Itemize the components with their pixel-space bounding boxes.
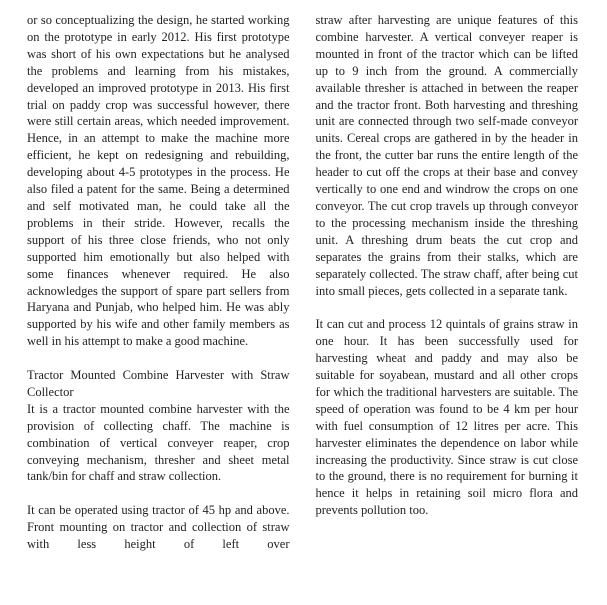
paragraph-inventor-story: or so conceptualizing the design, he started working on the prototype in early 2012. His first prototype was short of his own expectations but he analysed the problems and learning from his mistakes, developed an improved prototype in 2013. His first trial on paddy crop was successful however, there were still certain areas, which needed improvement. Hence, in an attempt to make the machine more efficient, he kept on redesigning and rebuilding, developing about 4-5 prototypes in the process. He also filed a patent for the same. Being a determined and self motivated man, he could take all the problems in their stride. However, recalls the support of his three close friends, who not only supported him emotionally but also helped with some finances whenever required. He also acknowledges the support of spare part sellers from Haryana and Punjab, who helped him. He was ably supported by his wife and other family members as well in his attempt to make a good machine. [27,13,290,349]
text-column-left [27,12,290,605]
paragraph-performance: It can cut and process 12 quintals of grains straw in one hour. It has been successfully used for harvesting wheat and paddy and may also be suitable for soyabean, mustard and all other crops for which the traditional harvesters are suitable. The speed of operation was found to be 4 km per hour with fuel consumption of 12 litres per acre. This harvester eliminates the dependence on labor while increasing the productivity. Since straw is cut close to the ground, there is no requirement for burning it hence it helps in retaining soil micro flora and prevents pollution too. [315,317,578,518]
paragraph-machine-description: It is a tractor mounted combine harvester with the provision of collecting chaff. The machine is combination of vertical conveyer reaper, crop conveying mechanism, thresher and sheet metal tank/bin for chaff and straw collection. [27,401,290,484]
paragraph-operation-start: It can be operated using tractor of 45 hp and above. Front mounting on tractor and collection of straw with less height of left over [27,503,290,552]
section-heading: Tractor Mounted Combine Harvester with Straw Collector [27,368,290,399]
text-column-right [316,12,579,605]
paragraph-operation-continued: straw after harvesting are unique features of this combine harvester. A vertical conveyer reaper is mounted in front of the tractor which can be lifted up to 9 inch from the ground. A commercially available thresher is attached in between the reaper and the tractor front. Both harvesting and threshing unit are connected through two self-made conveyor units. Cereal crops are gathered in by the header in the front, the cutter bar runs the entire length of the header to cut off the crops at their base and convey vertically to one end and windrow the crops on one conveyor. The cut crop travels up through conveyor to the processing mechanism inside the threshing unit. A threshing drum beats the cut crop and separates the grains from their stalks, which are separately collected. The straw chaff, after being cut into small pieces, gets collected in a separate tank. [315,13,578,298]
